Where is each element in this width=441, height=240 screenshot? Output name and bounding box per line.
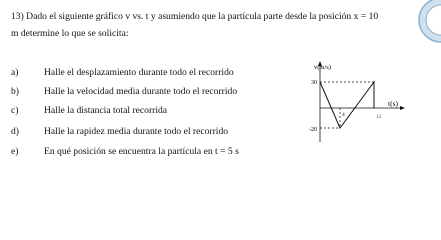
page-corner-decoration	[411, 0, 441, 52]
item-e-label: e)	[11, 146, 19, 157]
velocity-time-graph	[290, 58, 416, 146]
t-axis-arrowhead	[400, 106, 405, 110]
t-tick-1: 4	[342, 112, 345, 118]
question-line-1: 13) Dado el siguiente gráfico v vs. t y asumiendo que la partícula parte desde la posición x = 10	[11, 11, 379, 22]
item-b-label: b)	[11, 86, 19, 97]
velocity-curve	[320, 82, 374, 128]
y-tick-bottom: -20	[309, 127, 317, 133]
question-line-2: m determine lo que se solicita:	[11, 28, 129, 39]
t-tick-2: 12	[376, 114, 382, 120]
y-axis-label: v(m/s)	[314, 64, 331, 71]
item-d-label: d)	[11, 126, 19, 137]
item-e-text: En qué posición se encuentra la partícula en t = 5 s	[44, 146, 239, 157]
item-b-text: Halle la velocidad media durante todo el recorrido	[44, 86, 238, 97]
item-a-label: a)	[11, 67, 19, 78]
t-axis-label: t(s)	[388, 99, 398, 108]
item-c-text: Halle la distancia total recorrida	[44, 105, 168, 116]
item-d-text: Halle la rapidez media durante todo el recorrido	[44, 126, 229, 137]
item-c-label: c)	[11, 105, 19, 116]
item-a-text: Halle el desplazamiento durante todo el recorrido	[44, 67, 234, 78]
y-tick-top: 30	[311, 80, 317, 86]
